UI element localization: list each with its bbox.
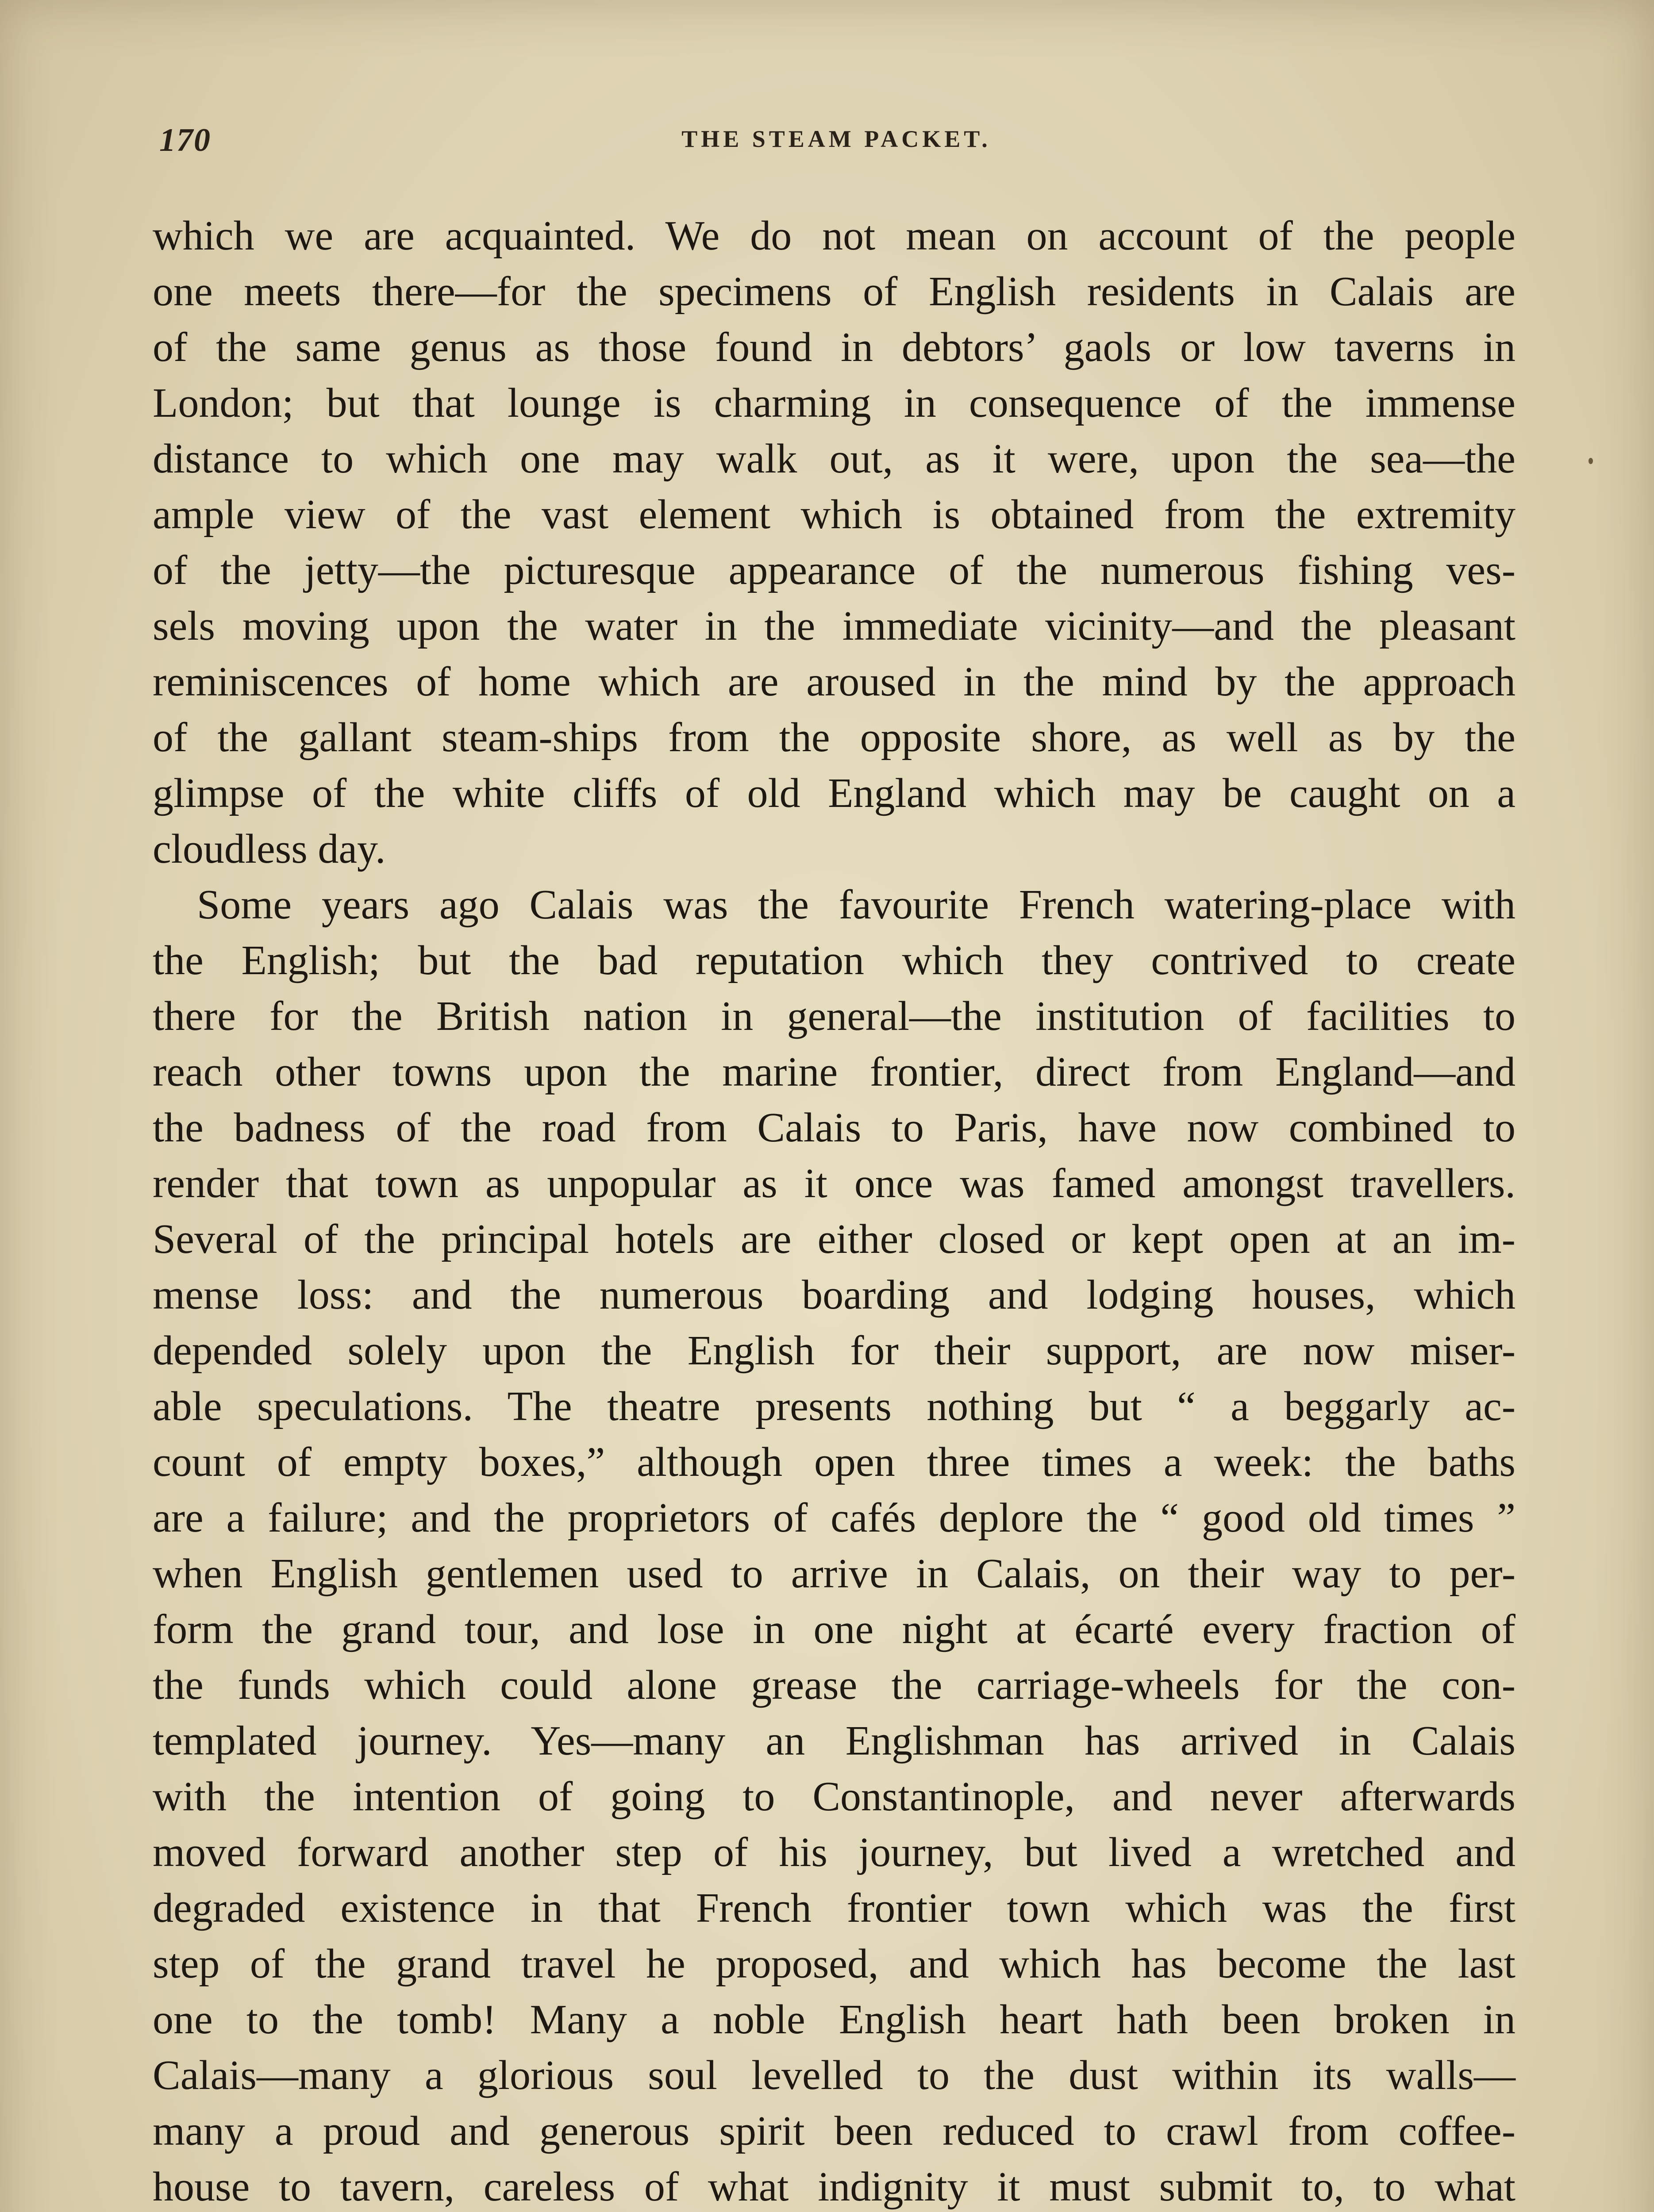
text-line: house to tavern, careless of what indignity it must submit to, to what: [153, 2164, 1516, 2210]
text-line: of the jetty—the picturesque appearance of the numerous fishing ves-: [153, 547, 1516, 593]
text-line: are a failure; and the proprietors of cafés deplore the “ good old times ”: [153, 1495, 1516, 1541]
text-line: depended solely upon the English for their support, are now miser-: [153, 1328, 1516, 1374]
text-line: degraded existence in that French frontier town which was the first: [153, 1885, 1516, 1931]
text-line: of the same genus as those found in debtors’ gaols or low taverns in: [153, 324, 1516, 370]
text-line: Calais—many a glorious soul levelled to the dust within its walls—: [153, 2052, 1516, 2098]
paper-speck: [1589, 458, 1593, 464]
text-line: when English gentlemen used to arrive in Calais, on their way to per-: [153, 1551, 1516, 1597]
text-line: Some years ago Calais was the favourite French watering-place with: [197, 882, 1516, 928]
text-line: with the intention of going to Constantinople, and never afterwards: [153, 1774, 1516, 1820]
text-line: moved forward another step of his journey, but lived a wretched and: [153, 1829, 1516, 1875]
text-line: reminiscences of home which are aroused in the mind by the approach: [153, 659, 1516, 705]
page-number: 170: [159, 122, 211, 158]
text-line: count of empty boxes,” although open three times a week: the baths: [153, 1439, 1516, 1485]
text-line: ample view of the vast element which is obtained from the extremity: [153, 492, 1516, 538]
text-line: one meets there—for the specimens of English residents in Calais are: [153, 269, 1516, 315]
text-line: the funds which could alone grease the carriage-wheels for the con-: [153, 1662, 1516, 1708]
text-line: there for the British nation in general—the institution of facilities to: [153, 993, 1516, 1039]
text-line: able speculations. The theatre presents nothing but “ a beggarly ac-: [153, 1383, 1516, 1429]
text-line: form the grand tour, and lose in one night at écarté every fraction of: [153, 1606, 1516, 1652]
running-title: THE STEAM PACKET.: [681, 126, 991, 152]
text-line: the English; but the bad reputation which they contrived to create: [153, 937, 1516, 983]
text-line: templated journey. Yes—many an Englishman has arrived in Calais: [153, 1718, 1516, 1764]
text-line: render that town as unpopular as it once was famed amongst travellers.: [153, 1160, 1516, 1206]
text-line: distance to which one may walk out, as it were, upon the sea—the: [153, 436, 1516, 482]
text-line: Several of the principal hotels are either closed or kept open at an im-: [153, 1216, 1516, 1262]
text-line: reach other towns upon the marine frontier, direct from England—and: [153, 1049, 1516, 1095]
running-head: [159, 122, 1513, 161]
text-line: many a proud and generous spirit been reduced to crawl from coffee-: [153, 2108, 1516, 2154]
text-line: mense loss: and the numerous boarding and lodging houses, which: [153, 1272, 1516, 1318]
text-line: London; but that lounge is charming in consequence of the immense: [153, 380, 1516, 426]
text-line: the badness of the road from Calais to Paris, have now combined to: [153, 1105, 1516, 1151]
text-line: step of the grand travel he proposed, and which has become the last: [153, 1941, 1516, 1987]
text-line: glimpse of the white cliffs of old England which may be caught on a: [153, 770, 1516, 816]
text-line: cloudless day.: [153, 826, 386, 872]
text-line: of the gallant steam-ships from the opposite shore, as well as by the: [153, 714, 1516, 760]
body-text: [153, 208, 1516, 2212]
text-line: one to the tomb! Many a noble English heart hath been broken in: [153, 1997, 1516, 2043]
text-line: which we are acquainted. We do not mean on account of the people: [153, 213, 1516, 259]
text-line: sels moving upon the water in the immediate vicinity—and the pleasant: [153, 603, 1516, 649]
